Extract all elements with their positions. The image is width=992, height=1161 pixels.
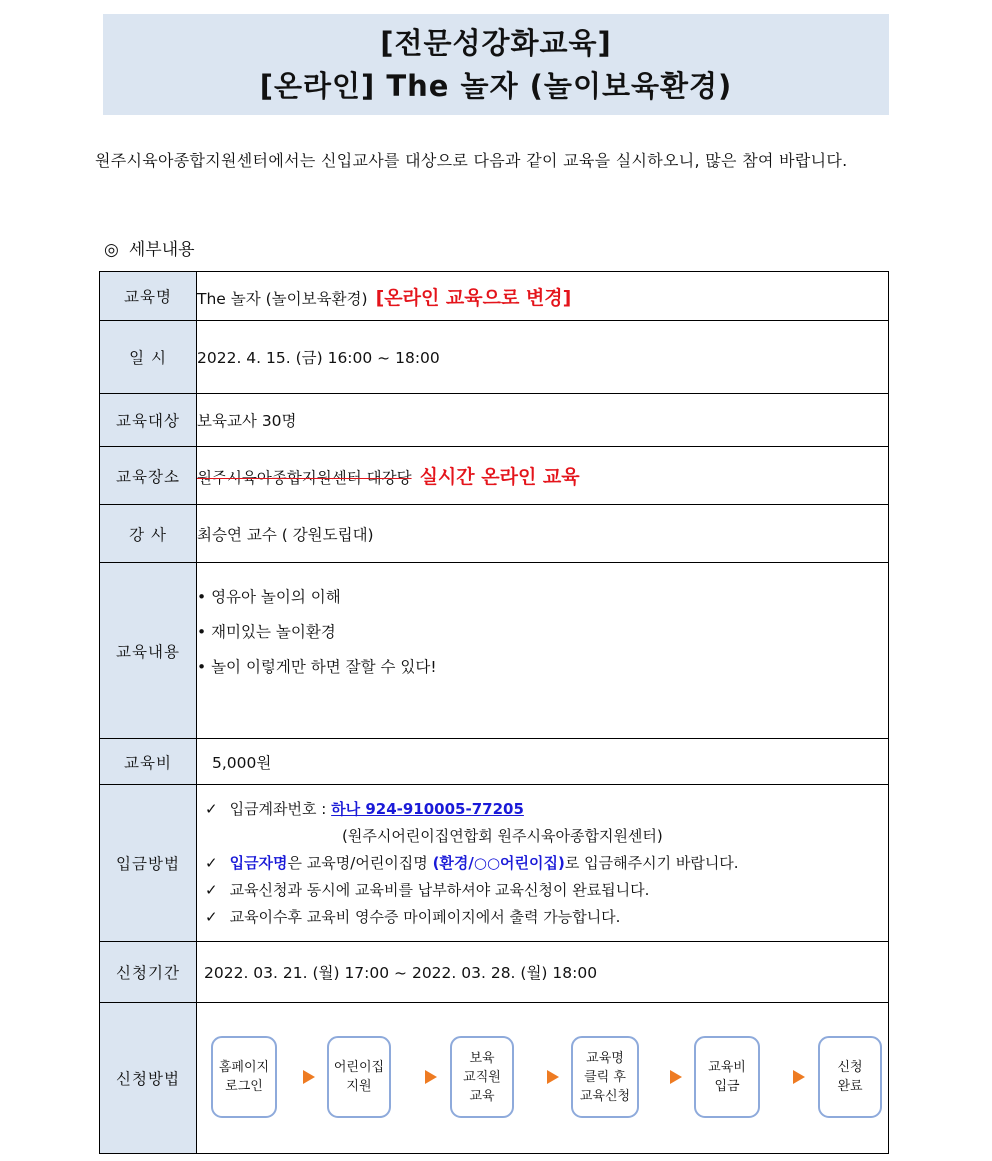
arrow-right-icon xyxy=(547,1070,559,1084)
step-text: 홈페이지 xyxy=(218,1060,270,1075)
payment-line-3-text: 교육신청과 동시에 교육비를 납부하셔야 교육신청이 완료됩니다. xyxy=(229,880,650,899)
step-text: 신청 xyxy=(837,1060,863,1075)
step-text: 지원 xyxy=(346,1079,372,1094)
step-text: 교직원 xyxy=(463,1069,501,1085)
value-target: 보육교사 30명 xyxy=(197,394,889,447)
step-text: 어린이집 xyxy=(333,1060,385,1075)
payment-line-2 xyxy=(205,850,888,877)
content-list xyxy=(197,580,888,685)
label-place: 교육장소 xyxy=(100,447,197,505)
depositor-name-example: (환경/○○어린이집) xyxy=(432,853,565,872)
change-note: [온라인 교육으로 변경] xyxy=(375,286,572,309)
row-target xyxy=(100,394,889,447)
step-text: 교육 xyxy=(469,1088,495,1104)
flow-step xyxy=(327,1036,391,1118)
value-content xyxy=(197,563,889,739)
arrow-right-icon xyxy=(425,1070,437,1084)
title-line-1: [전문성강화교육] xyxy=(380,26,612,60)
double-circle-icon: ◎ xyxy=(104,240,119,260)
step-text: 완료 xyxy=(837,1079,863,1094)
payment-line-3 xyxy=(205,877,888,904)
row-content xyxy=(100,563,889,739)
row-teacher xyxy=(100,505,889,563)
flow-step xyxy=(694,1036,760,1118)
value-date: 2022. 4. 15. (금) 16:00 ~ 18:00 xyxy=(197,321,889,394)
old-place: 원주시육아종합지원센터 대강당 xyxy=(197,469,412,487)
payment-line-4-text: 교육이수후 교육비 영수증 마이페이지에서 출력 가능합니다. xyxy=(229,907,621,926)
account-prefix: 입금계좌번호 : xyxy=(229,799,327,818)
step-text: 교육명 xyxy=(586,1050,624,1066)
step-text: 교육신청 xyxy=(579,1088,631,1104)
payment-line-1 xyxy=(205,796,888,823)
new-place: 실시간 온라인 교육 xyxy=(419,466,580,488)
label-date: 일 시 xyxy=(100,321,197,394)
step-text: 교육비 xyxy=(708,1060,746,1075)
account-holder: (원주시어린이집연합회 원주시육아종합지원센터) xyxy=(342,826,663,845)
flow-step xyxy=(450,1036,514,1118)
arrow-right-icon xyxy=(793,1070,805,1084)
details-table xyxy=(99,271,889,1154)
label-fee: 교육비 xyxy=(100,739,197,785)
row-period xyxy=(100,942,889,1003)
flow-step xyxy=(571,1036,639,1118)
depositor-name-highlight: 입금자명 xyxy=(229,853,288,872)
flow-step xyxy=(211,1036,277,1118)
course-name: The 놀자 (놀이보육환경) xyxy=(197,289,368,308)
step-text: 보육 xyxy=(469,1050,495,1066)
row-payment xyxy=(100,785,889,942)
section-title: 세부내용 xyxy=(128,240,195,260)
payment-line-4 xyxy=(205,904,888,931)
label-method: 신청방법 xyxy=(100,1003,197,1154)
list-item: • 재미있는 놀이환경 xyxy=(197,623,336,641)
check-icon: ✓ xyxy=(205,907,218,926)
row-method xyxy=(100,1003,889,1154)
row-fee xyxy=(100,739,889,785)
label-period: 신청기간 xyxy=(100,942,197,1003)
step-text: 로그인 xyxy=(225,1079,263,1094)
row-date xyxy=(100,321,889,394)
step-text: 입금 xyxy=(714,1079,740,1094)
flow-step xyxy=(818,1036,882,1118)
arrow-right-icon xyxy=(303,1070,315,1084)
row-name xyxy=(100,272,889,321)
value-fee: 5,000원 xyxy=(197,739,889,785)
value-name xyxy=(197,272,889,321)
check-icon: ✓ xyxy=(205,799,218,818)
depositor-name-tail: 로 입금해주시기 바랍니다. xyxy=(564,853,739,872)
check-icon: ✓ xyxy=(205,880,218,899)
label-name: 교육명 xyxy=(100,272,197,321)
label-payment: 입금방법 xyxy=(100,785,197,942)
application-flow xyxy=(197,1003,888,1153)
intro-paragraph: 원주시육아종합지원센터에서는 신입교사를 대상으로 다음과 같이 교육을 실시하오니, 많은 참여 바랍니다. xyxy=(95,151,848,170)
value-teacher: 최승연 교수 ( 강원도립대) xyxy=(197,505,889,563)
list-item: • 놀이 이렇게만 하면 잘할 수 있다! xyxy=(197,658,437,676)
row-place xyxy=(100,447,889,505)
check-icon: ✓ xyxy=(205,853,218,872)
section-heading xyxy=(104,235,195,260)
label-content: 교육내용 xyxy=(100,563,197,739)
title-line-2: [온라인] The 놀자 (놀이보육환경) xyxy=(259,69,733,103)
value-method xyxy=(197,1003,889,1154)
step-text: 클릭 후 xyxy=(584,1069,626,1085)
value-period: 2022. 03. 21. (월) 17:00 ~ 2022. 03. 28. (월) 18:00 xyxy=(197,942,889,1003)
depositor-name-middle: 은 교육명/어린이집명 xyxy=(287,853,428,872)
account-number: 하나 924-910005-77205 xyxy=(331,799,524,818)
title-banner xyxy=(103,14,889,115)
label-teacher: 강 사 xyxy=(100,505,197,563)
list-item: • 영유아 놀이의 이해 xyxy=(197,588,341,606)
label-target: 교육대상 xyxy=(100,394,197,447)
arrow-right-icon xyxy=(670,1070,682,1084)
value-place xyxy=(197,447,889,505)
value-payment xyxy=(197,785,889,942)
